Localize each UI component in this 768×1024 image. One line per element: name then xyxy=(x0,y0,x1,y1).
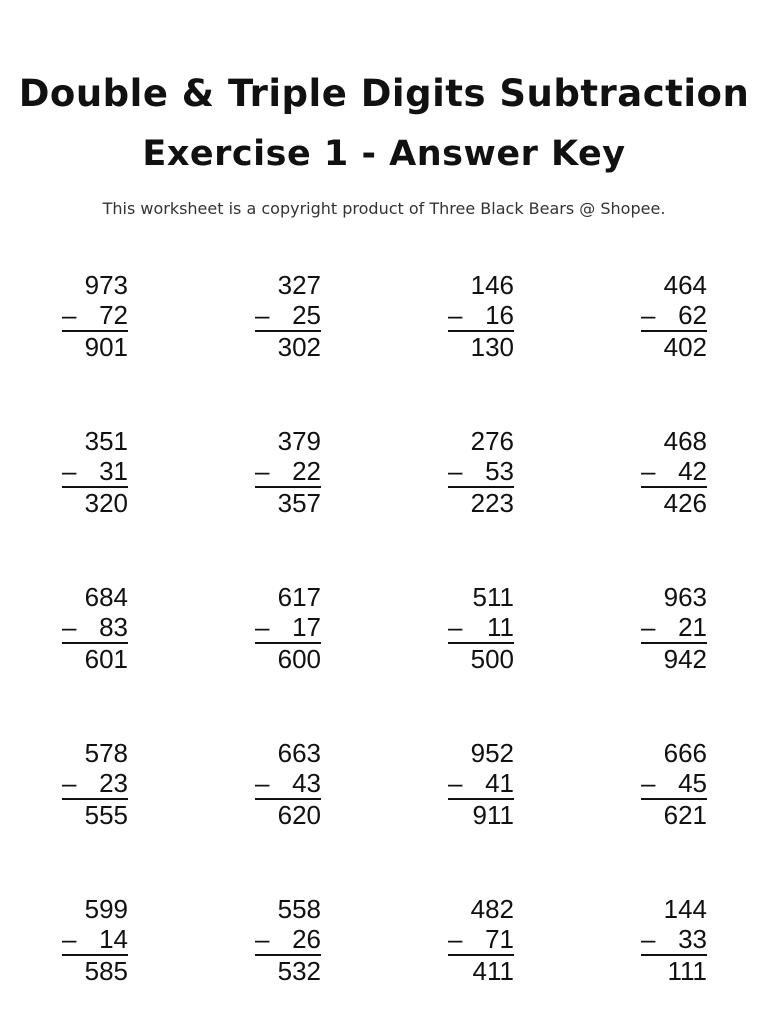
answer: 532 xyxy=(277,956,321,986)
worksheet-subtitle: Exercise 1 - Answer Key xyxy=(142,134,626,174)
subtraction-problem xyxy=(641,426,707,518)
minuend: 558 xyxy=(277,894,321,924)
subtraction-problem xyxy=(448,894,514,986)
worksheet-title: Double & Triple Digits Subtraction xyxy=(18,72,750,115)
answer: 411 xyxy=(472,956,514,986)
minus-sign: – xyxy=(62,768,77,798)
minuend: 617 xyxy=(277,582,321,612)
minuend: 379 xyxy=(277,426,321,456)
subtrahend: 45 xyxy=(678,768,707,798)
subtrahend-row xyxy=(641,300,707,332)
subtrahend-row xyxy=(62,924,128,956)
subtrahend: 23 xyxy=(99,768,128,798)
subtraction-problem xyxy=(62,582,128,674)
subtrahend-row xyxy=(255,300,321,332)
subtrahend: 25 xyxy=(292,300,321,330)
subtraction-problem xyxy=(641,582,707,674)
minus-sign: – xyxy=(641,924,656,954)
minus-sign: – xyxy=(641,612,656,642)
answer: 601 xyxy=(84,644,128,674)
subtraction-problem xyxy=(641,270,707,362)
minuend: 663 xyxy=(277,738,321,768)
answer: 302 xyxy=(277,332,321,362)
subtrahend: 33 xyxy=(678,924,707,954)
answer: 600 xyxy=(277,644,321,674)
minuend: 464 xyxy=(663,270,707,300)
answer: 585 xyxy=(84,956,128,986)
subtraction-problem xyxy=(62,270,128,362)
subtrahend: 11 xyxy=(487,612,514,642)
subtraction-problem xyxy=(448,582,514,674)
subtrahend-row xyxy=(255,924,321,956)
subtrahend: 62 xyxy=(678,300,707,330)
subtraction-problem xyxy=(62,426,128,518)
answer: 620 xyxy=(277,800,321,830)
subtrahend: 16 xyxy=(485,300,514,330)
subtrahend: 41 xyxy=(485,768,514,798)
minus-sign: – xyxy=(255,768,270,798)
copyright-notice: This worksheet is a copyright product of Three Black Bears @ Shopee. xyxy=(102,199,666,218)
subtrahend: 71 xyxy=(485,924,514,954)
minus-sign: – xyxy=(448,924,463,954)
subtrahend-row xyxy=(641,456,707,488)
subtrahend: 21 xyxy=(678,612,707,642)
minuend: 963 xyxy=(663,582,707,612)
minus-sign: – xyxy=(448,300,463,330)
minuend: 511 xyxy=(472,582,514,612)
answer: 357 xyxy=(277,488,321,518)
minus-sign: – xyxy=(255,612,270,642)
subtraction-problem xyxy=(255,894,321,986)
minuend: 468 xyxy=(663,426,707,456)
minus-sign: – xyxy=(255,456,270,486)
subtrahend: 26 xyxy=(292,924,321,954)
minuend: 482 xyxy=(470,894,514,924)
minuend: 684 xyxy=(84,582,128,612)
answer: 621 xyxy=(663,800,707,830)
subtraction-problem xyxy=(62,738,128,830)
minuend: 666 xyxy=(663,738,707,768)
answer: 500 xyxy=(470,644,514,674)
minuend: 351 xyxy=(84,426,128,456)
subtrahend-row xyxy=(448,300,514,332)
minus-sign: – xyxy=(641,456,656,486)
answer: 320 xyxy=(84,488,128,518)
subtrahend: 31 xyxy=(99,456,128,486)
minus-sign: – xyxy=(62,456,77,486)
subtrahend-row xyxy=(448,612,514,644)
minuend: 327 xyxy=(277,270,321,300)
answer: 555 xyxy=(84,800,128,830)
minuend: 973 xyxy=(84,270,128,300)
subtrahend-row xyxy=(448,768,514,800)
answer: 911 xyxy=(472,800,514,830)
subtrahend-row xyxy=(255,768,321,800)
minus-sign: – xyxy=(62,300,77,330)
minus-sign: – xyxy=(255,924,270,954)
subtrahend: 83 xyxy=(99,612,128,642)
answer: 942 xyxy=(663,644,707,674)
subtraction-problem xyxy=(641,738,707,830)
subtrahend-row xyxy=(448,456,514,488)
minuend: 578 xyxy=(84,738,128,768)
minus-sign: – xyxy=(448,456,463,486)
subtraction-problem xyxy=(448,738,514,830)
subtrahend-row xyxy=(641,924,707,956)
subtrahend-row xyxy=(62,612,128,644)
minuend: 276 xyxy=(470,426,514,456)
subtrahend: 42 xyxy=(678,456,707,486)
answer: 402 xyxy=(663,332,707,362)
answer: 130 xyxy=(470,332,514,362)
subtrahend-row xyxy=(255,612,321,644)
answer: 901 xyxy=(84,332,128,362)
minuend: 146 xyxy=(470,270,514,300)
subtraction-problem xyxy=(448,426,514,518)
subtraction-problem xyxy=(448,270,514,362)
subtrahend: 53 xyxy=(485,456,514,486)
minus-sign: – xyxy=(62,924,77,954)
subtrahend-row xyxy=(641,612,707,644)
subtrahend-row xyxy=(641,768,707,800)
answer: 111 xyxy=(667,956,707,986)
subtrahend-row xyxy=(62,300,128,332)
minus-sign: – xyxy=(641,300,656,330)
subtrahend: 17 xyxy=(292,612,321,642)
minus-sign: – xyxy=(62,612,77,642)
minuend: 144 xyxy=(663,894,707,924)
minus-sign: – xyxy=(448,768,463,798)
answer: 426 xyxy=(663,488,707,518)
minus-sign: – xyxy=(255,300,270,330)
minuend: 952 xyxy=(470,738,514,768)
subtraction-problem xyxy=(255,738,321,830)
minus-sign: – xyxy=(448,612,463,642)
subtraction-problem xyxy=(255,270,321,362)
subtraction-problem xyxy=(255,426,321,518)
subtrahend: 72 xyxy=(99,300,128,330)
subtrahend-row xyxy=(448,924,514,956)
subtraction-problem xyxy=(62,894,128,986)
subtrahend: 22 xyxy=(292,456,321,486)
subtrahend: 43 xyxy=(292,768,321,798)
subtrahend-row xyxy=(62,768,128,800)
answer: 223 xyxy=(470,488,514,518)
subtrahend-row xyxy=(255,456,321,488)
subtrahend: 14 xyxy=(99,924,128,954)
minus-sign: – xyxy=(641,768,656,798)
subtraction-problem xyxy=(255,582,321,674)
subtrahend-row xyxy=(62,456,128,488)
subtraction-problem xyxy=(641,894,707,986)
minuend: 599 xyxy=(84,894,128,924)
